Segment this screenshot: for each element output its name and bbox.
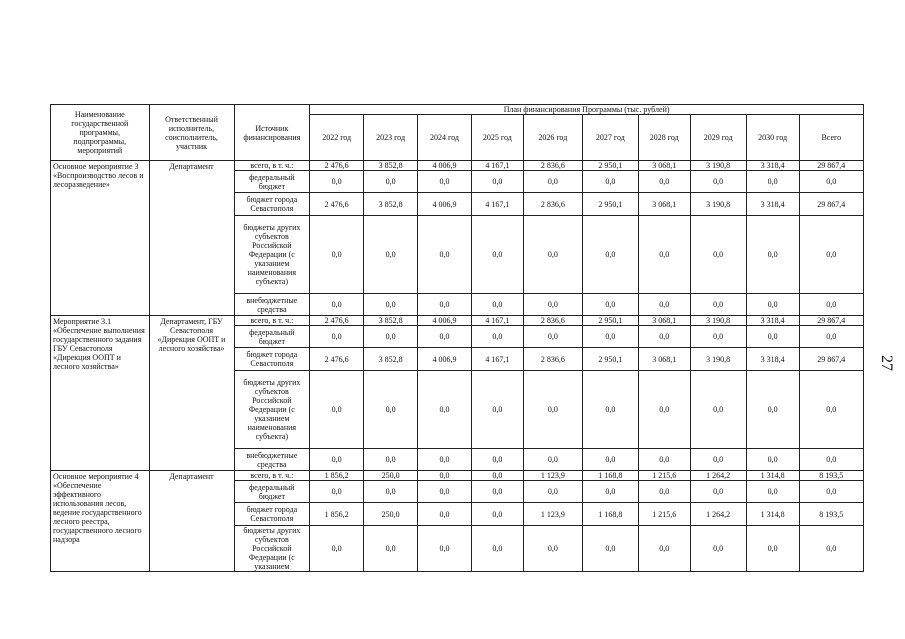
amount-cell: 3 852,8 [364,193,418,216]
amount-cell: 0,0 [523,526,582,572]
amount-cell: 0,0 [638,481,690,503]
funding-source: бюджеты других субъектов Российской Федерации (с указанием наименования субъекта) [234,216,310,294]
amount-cell: 0,0 [746,481,799,503]
amount-cell: 250,0 [364,471,418,481]
amount-cell: 1 264,2 [690,503,746,526]
amount-cell: 0,0 [418,471,472,481]
amount-cell: 0,0 [523,481,582,503]
financing-table [50,104,864,572]
amount-cell: 0,0 [638,326,690,348]
header-source: Источник финансирования [234,105,310,161]
amount-cell: 1 314,8 [746,503,799,526]
amount-cell: 0,0 [364,326,418,348]
amount-cell: 0,0 [471,326,523,348]
amount-cell: 29 867,4 [799,193,863,216]
amount-cell: 29 867,4 [799,348,863,371]
header-year: 2029 год [690,115,746,161]
amount-cell: 0,0 [310,171,364,193]
page-number: 27 [878,355,895,371]
amount-cell: 0,0 [418,526,472,572]
header-year: 2023 год [364,115,418,161]
table-row [51,161,864,171]
responsible: Департамент [149,161,234,316]
amount-cell: 0,0 [690,371,746,449]
funding-source: федеральный бюджет [234,171,310,193]
funding-source: внебюджетные средства [234,294,310,316]
amount-cell: 1 856,2 [310,503,364,526]
amount-cell: 0,0 [310,216,364,294]
amount-cell: 2 950,1 [582,316,638,326]
amount-cell: 0,0 [310,526,364,572]
funding-source: бюджеты других субъектов Российской Федерации (с указанием наименования субъекта) [234,371,310,449]
amount-cell: 0,0 [690,171,746,193]
amount-cell: 8 193,5 [799,471,863,481]
amount-cell: 0,0 [418,326,472,348]
amount-cell: 0,0 [523,326,582,348]
amount-cell: 0,0 [746,171,799,193]
header-year: Всего [799,115,863,161]
amount-cell: 2 836,6 [523,161,582,171]
amount-cell: 0,0 [690,216,746,294]
amount-cell: 0,0 [418,294,472,316]
amount-cell: 0,0 [418,216,472,294]
amount-cell: 0,0 [364,449,418,471]
amount-cell: 0,0 [799,216,863,294]
amount-cell: 2 950,1 [582,348,638,371]
amount-cell: 0,0 [746,526,799,572]
amount-cell: 29 867,4 [799,161,863,171]
amount-cell: 4 006,9 [418,161,472,171]
amount-cell: 0,0 [471,503,523,526]
header-year: 2024 год [418,115,472,161]
amount-cell: 1 264,2 [690,471,746,481]
amount-cell: 0,0 [582,326,638,348]
amount-cell: 0,0 [364,171,418,193]
amount-cell: 4 006,9 [418,348,472,371]
amount-cell: 3 068,1 [638,161,690,171]
amount-cell: 0,0 [799,171,863,193]
amount-cell: 1 168,8 [582,503,638,526]
amount-cell: 2 836,6 [523,193,582,216]
amount-cell: 4 167,1 [471,193,523,216]
amount-cell: 0,0 [690,449,746,471]
funding-source: федеральный бюджет [234,326,310,348]
amount-cell: 0,0 [582,481,638,503]
amount-cell: 0,0 [310,294,364,316]
amount-cell: 1 123,9 [523,503,582,526]
table-row [51,316,864,326]
amount-cell: 3 318,4 [746,316,799,326]
amount-cell: 0,0 [523,371,582,449]
amount-cell: 2 476,6 [310,161,364,171]
amount-cell: 0,0 [799,449,863,471]
amount-cell: 0,0 [799,526,863,572]
funding-source: всего, в т. ч.: [234,471,310,481]
amount-cell: 4 006,9 [418,316,472,326]
amount-cell: 0,0 [638,371,690,449]
amount-cell: 0,0 [746,326,799,348]
amount-cell: 0,0 [523,449,582,471]
amount-cell: 29 867,4 [799,316,863,326]
amount-cell: 3 190,8 [690,348,746,371]
amount-cell: 0,0 [471,371,523,449]
amount-cell: 0,0 [364,294,418,316]
amount-cell: 250,0 [364,503,418,526]
amount-cell: 1 123,9 [523,471,582,481]
header-resp: Ответственный исполнитель, соисполнитель, участник [149,105,234,161]
amount-cell: 3 318,4 [746,161,799,171]
amount-cell: 0,0 [638,216,690,294]
table-row [51,471,864,481]
amount-cell: 0,0 [582,449,638,471]
amount-cell: 1 856,2 [310,471,364,481]
amount-cell: 0,0 [690,294,746,316]
amount-cell: 0,0 [471,171,523,193]
amount-cell: 0,0 [582,526,638,572]
funding-source: федеральный бюджет [234,481,310,503]
amount-cell: 1 215,6 [638,471,690,481]
funding-source: всего, в т. ч.: [234,316,310,326]
amount-cell: 3 068,1 [638,193,690,216]
amount-cell: 0,0 [523,216,582,294]
amount-cell: 8 193,5 [799,503,863,526]
amount-cell: 0,0 [523,294,582,316]
amount-cell: 0,0 [418,503,472,526]
amount-cell: 1 314,8 [746,471,799,481]
header-year: 2027 год [582,115,638,161]
activity-name: Основное мероприятие 4 «Обеспечение эффективного использования лесов, ведение государственного лесного реестра, государственного лесного надзора [51,471,150,572]
amount-cell: 0,0 [418,449,472,471]
amount-cell: 0,0 [638,171,690,193]
amount-cell: 0,0 [471,471,523,481]
amount-cell: 0,0 [799,326,863,348]
amount-cell: 0,0 [582,371,638,449]
funding-source: внебюджетные средства [234,449,310,471]
amount-cell: 0,0 [471,526,523,572]
amount-cell: 0,0 [582,216,638,294]
amount-cell: 4 167,1 [471,161,523,171]
amount-cell: 3 190,8 [690,193,746,216]
amount-cell: 0,0 [364,371,418,449]
amount-cell: 2 950,1 [582,161,638,171]
amount-cell: 2 836,6 [523,316,582,326]
amount-cell: 0,0 [418,481,472,503]
amount-cell: 0,0 [799,371,863,449]
activity-name: Основное мероприятие 3 «Воспроизводство лесов и лесоразведение» [51,161,150,316]
header-year: 2026 год [523,115,582,161]
header-year: 2025 год [471,115,523,161]
amount-cell: 0,0 [746,449,799,471]
amount-cell: 0,0 [799,294,863,316]
amount-cell: 2 476,6 [310,316,364,326]
amount-cell: 0,0 [690,326,746,348]
amount-cell: 0,0 [582,171,638,193]
funding-source: бюджет города Севастополя [234,193,310,216]
amount-cell: 0,0 [690,526,746,572]
amount-cell: 0,0 [418,171,472,193]
activity-name: Мероприятие 3.1 «Обеспечение выполнения государственного задания ГБУ Севастополя «Дирекция ООПТ и лесного хозяйства» [51,316,150,471]
amount-cell: 3 318,4 [746,193,799,216]
amount-cell: 0,0 [310,481,364,503]
amount-cell: 0,0 [310,449,364,471]
amount-cell: 3 318,4 [746,348,799,371]
amount-cell: 2 836,6 [523,348,582,371]
amount-cell: 2 476,6 [310,348,364,371]
amount-cell: 3 852,8 [364,348,418,371]
amount-cell: 3 190,8 [690,161,746,171]
amount-cell: 0,0 [638,449,690,471]
amount-cell: 0,0 [746,371,799,449]
amount-cell: 0,0 [471,216,523,294]
amount-cell: 0,0 [310,326,364,348]
amount-cell: 0,0 [523,171,582,193]
header-name: Наименование государственной программы, подпрограммы, мероприятий [51,105,150,161]
header-year: 2028 год [638,115,690,161]
header-plan: План финансирования Программы (тыс. рублей) [310,105,864,115]
funding-source: бюджеты других субъектов Российской Федерации (с указанием [234,526,310,572]
funding-source: всего, в т. ч.: [234,161,310,171]
amount-cell: 3 068,1 [638,348,690,371]
header-year: 2030 год [746,115,799,161]
funding-source: бюджет города Севастополя [234,503,310,526]
funding-source: бюджет города Севастополя [234,348,310,371]
amount-cell: 0,0 [799,481,863,503]
amount-cell: 0,0 [364,481,418,503]
amount-cell: 0,0 [638,526,690,572]
amount-cell: 1 168,8 [582,471,638,481]
amount-cell: 3 190,8 [690,316,746,326]
amount-cell: 4 006,9 [418,193,472,216]
amount-cell: 0,0 [364,216,418,294]
amount-cell: 0,0 [746,294,799,316]
amount-cell: 0,0 [310,371,364,449]
amount-cell: 1 215,6 [638,503,690,526]
amount-cell: 2 476,6 [310,193,364,216]
header-year: 2022 год [310,115,364,161]
amount-cell: 0,0 [418,371,472,449]
amount-cell: 3 068,1 [638,316,690,326]
amount-cell: 0,0 [638,294,690,316]
responsible: Департамент, ГБУ Севастополя «Дирекция ООПТ и лесного хозяйства» [149,316,234,471]
amount-cell: 0,0 [746,216,799,294]
amount-cell: 0,0 [690,481,746,503]
amount-cell: 3 852,8 [364,316,418,326]
amount-cell: 0,0 [364,526,418,572]
amount-cell: 0,0 [471,449,523,471]
amount-cell: 0,0 [582,294,638,316]
responsible: Департамент [149,471,234,572]
amount-cell: 0,0 [471,481,523,503]
amount-cell: 3 852,8 [364,161,418,171]
amount-cell: 0,0 [471,294,523,316]
amount-cell: 4 167,1 [471,348,523,371]
amount-cell: 4 167,1 [471,316,523,326]
amount-cell: 2 950,1 [582,193,638,216]
